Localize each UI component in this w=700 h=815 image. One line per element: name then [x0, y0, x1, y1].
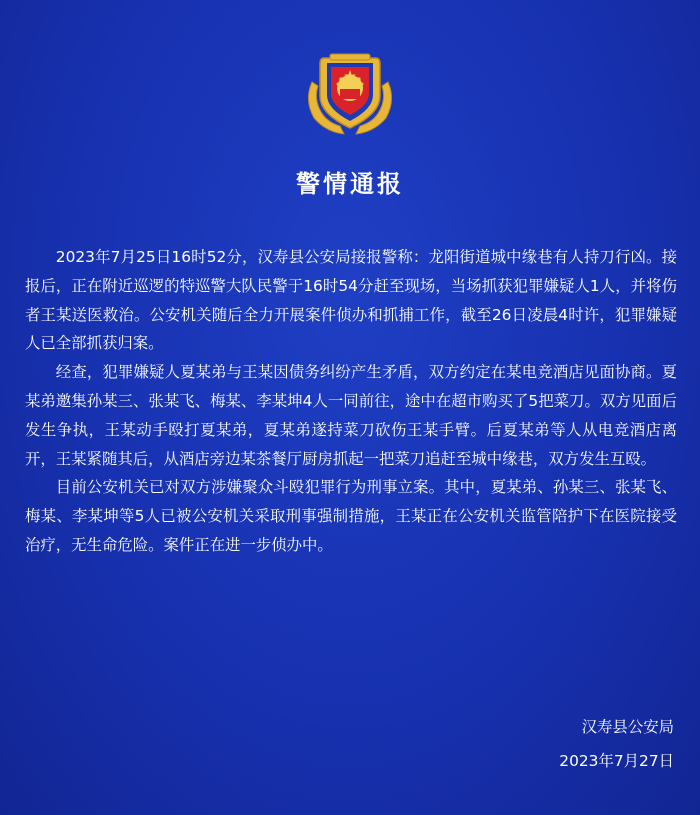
police-emblem-icon: [300, 48, 400, 138]
notice-title: 警情通报: [296, 170, 404, 198]
signature-date: 2023年7月27日: [559, 752, 674, 770]
notice-body: [25, 243, 677, 560]
signature-org: 汉寿县公安局: [581, 718, 674, 736]
paragraph-status: 目前公安机关已对双方涉嫌聚众斗殴犯罪行为刑事立案。其中，夏某弟、孙某三、张某飞、梅某、李某坤等5人已被公安机关采取刑事强制措施，王某正在公安机关监管陪护下在医院接受治疗，无生命危险。案件正在进一步侦办中。: [25, 478, 677, 554]
paragraph-investigation: 经查，犯罪嫌疑人夏某弟与王某因债务纠纷产生矛盾，双方约定在某电竞酒店见面协商。夏某弟邀集孙某三、张某飞、梅某、李某坤4人一同前往，途中在超市购买了5把菜刀。双方见面后发生争执，王某动手殴打夏某弟，夏某弟遂持菜刀砍伤王某手臂。后夏某弟等人从电竞酒店离开，王某紧随其后，从酒店旁边某茶餐厅厨房抓起一把菜刀追赶至城中缘巷，双方发生互殴。: [25, 363, 677, 468]
paragraph-incident: 2023年7月25日16时52分，汉寿县公安局接报警称：龙阳街道城中缘巷有人持刀行凶。接报后，正在附近巡逻的特巡警大队民警于16时54分赶至现场，当场抓获犯罪嫌疑人1人，并将伤者王某送医救治。公安机关随后全力开展案件侦办和抓捕工作，截至26日凌晨4时许，犯罪嫌疑人已全部抓获归案。: [25, 248, 677, 353]
